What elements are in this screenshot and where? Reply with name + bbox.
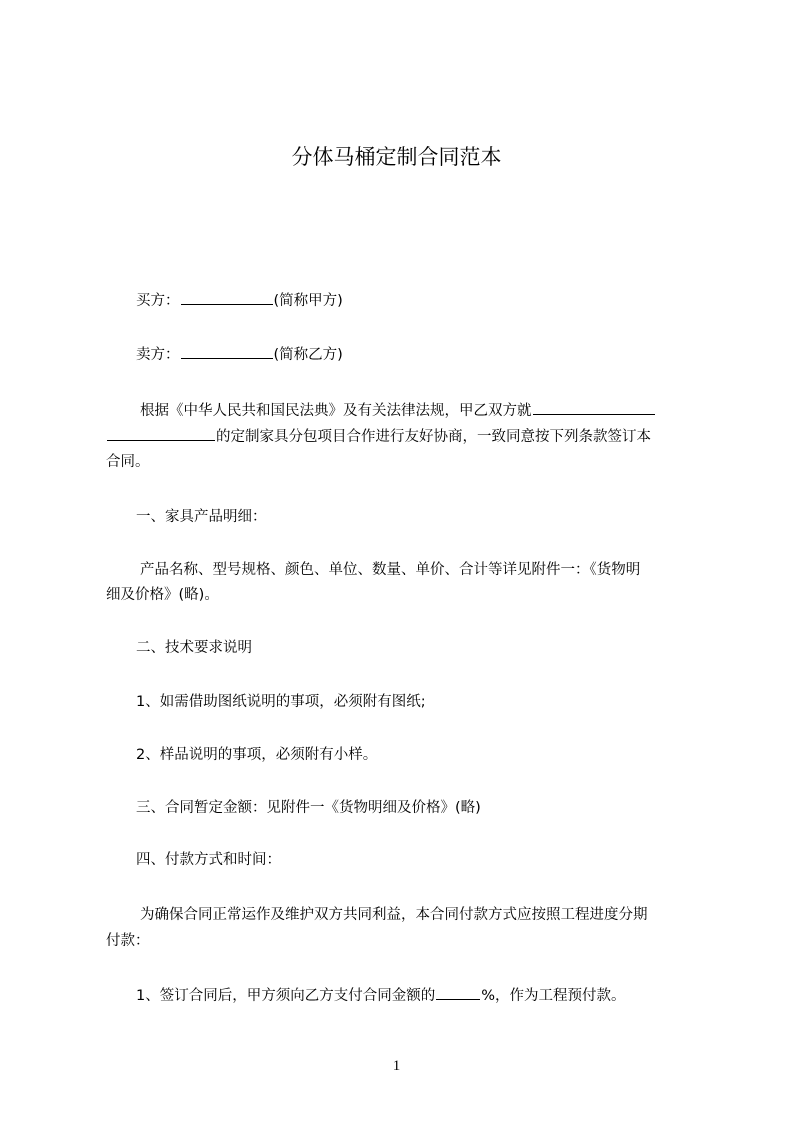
intro-line-3: 合同。 bbox=[106, 454, 150, 470]
buyer-label: 买方： bbox=[136, 293, 180, 309]
section1-text-line2: 细及价格》(略)。 bbox=[106, 587, 219, 603]
seller-blank[interactable] bbox=[181, 344, 273, 359]
document-title: 分体马桶定制合同范本 bbox=[291, 145, 502, 169]
intro-line-1 bbox=[140, 400, 656, 421]
intro-text-1: 根据《中华人民共和国民法典》及有关法律法规，甲乙双方就 bbox=[140, 403, 532, 419]
seller-label: 卖方： bbox=[136, 347, 180, 363]
seller-line bbox=[136, 344, 343, 365]
section1-heading: 一、家具产品明细： bbox=[136, 509, 267, 525]
buyer-suffix: (简称甲方) bbox=[273, 293, 343, 309]
section1-text-line1: 产品名称、型号规格、颜色、单位、数量、单价、合计等详见附件一：《货物明 bbox=[140, 562, 641, 578]
seller-suffix: (简称乙方) bbox=[273, 347, 343, 363]
section4-item1 bbox=[136, 985, 626, 1006]
page-number: 1 bbox=[392, 1058, 401, 1074]
section4-item1-text: 1、签订合同后，甲方须向乙方支付合同金额的 bbox=[136, 988, 436, 1004]
section2-heading: 二、技术要求说明 bbox=[136, 640, 252, 656]
buyer-blank[interactable] bbox=[181, 290, 273, 305]
buyer-line bbox=[136, 290, 343, 311]
project-blank-2[interactable] bbox=[107, 426, 215, 441]
project-blank-1[interactable] bbox=[533, 400, 655, 415]
section4-text-line1: 为确保合同正常运作及维护双方共同利益，本合同付款方式应按照工程进度分期 bbox=[140, 907, 648, 923]
intro-line-2 bbox=[106, 426, 651, 447]
section2-item1: 1、如需借助图纸说明的事项，必须附有图纸; bbox=[136, 694, 426, 710]
section4-text-line2: 付款： bbox=[106, 933, 150, 949]
section4-item1-suffix: %，作为工程预付款。 bbox=[481, 988, 626, 1004]
section3-heading: 三、合同暂定金额：见附件一《货物明细及价格》(略) bbox=[136, 800, 481, 816]
intro-text-2: 的定制家具分包项目合作进行友好协商，一致同意按下列条款签订本 bbox=[216, 429, 651, 445]
section4-heading: 四、付款方式和时间： bbox=[136, 852, 281, 868]
percentage-blank[interactable] bbox=[436, 985, 480, 1000]
section2-item2: 2、样品说明的事项，必须附有小样。 bbox=[136, 747, 378, 763]
